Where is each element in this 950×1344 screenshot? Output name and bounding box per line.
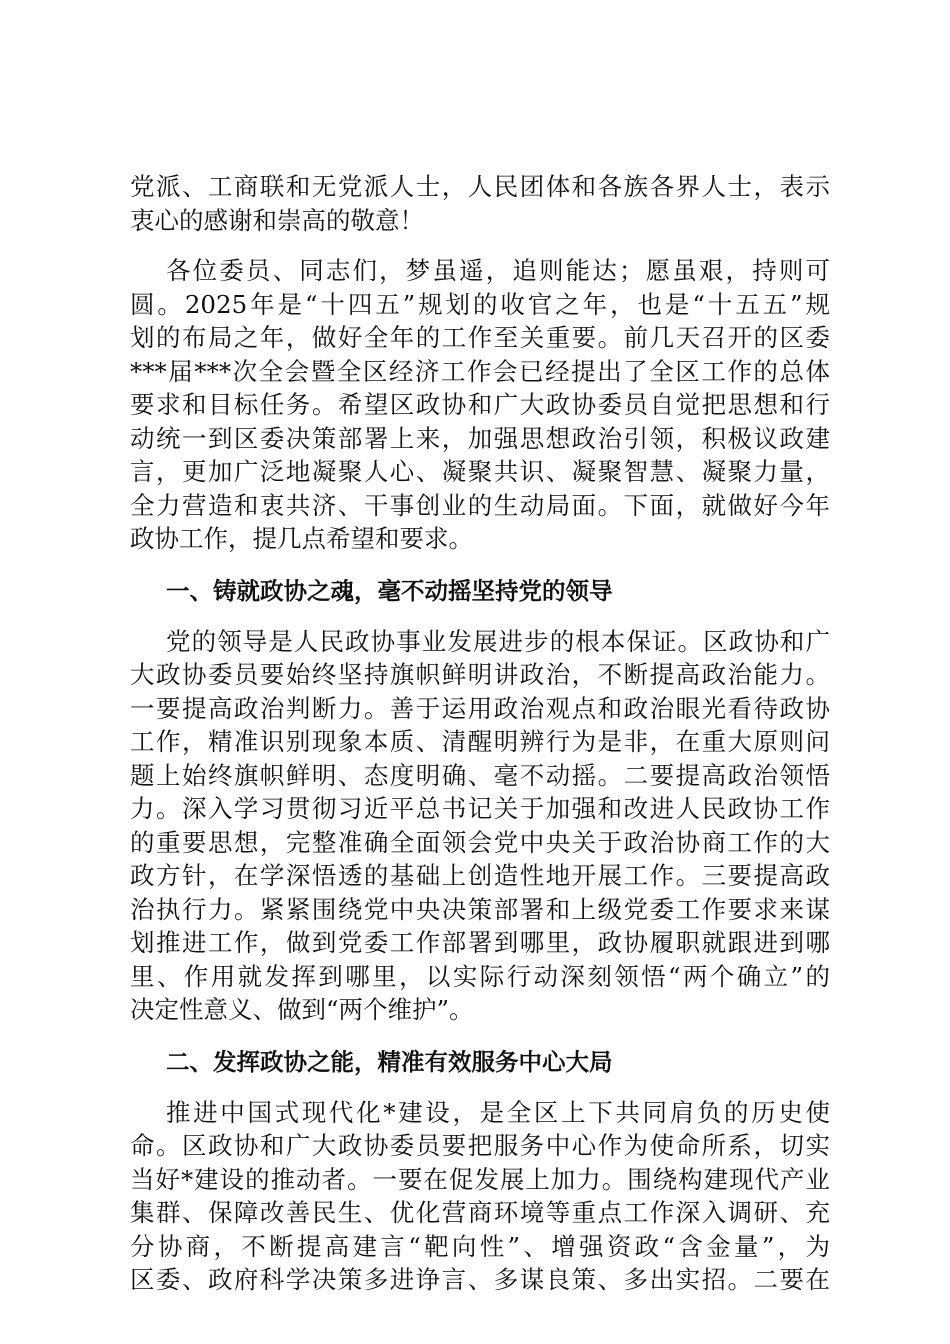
text-line: 的重要思想，完整准确全面领会党中央关于政治协商工作的大 [130, 828, 830, 857]
text-line: 工作，精准识别现象本质、清醒明辨行为是非，在重大原则问 [130, 727, 830, 756]
section-heading: 二、发挥政协之能，精准有效服务中心大局 [166, 1048, 613, 1076]
text-line: 各位委员、同志们，梦虽遥，追则能达；愿虽艰，持则可 [166, 256, 830, 285]
text-line: 命。区政协和广大政协委员要把服务中心作为使命所系，切实 [130, 1131, 830, 1160]
text-line: 圆。2025年是“十四五”规划的收官之年，也是“十五五”规 [130, 290, 830, 319]
text-line: 区委、政府科学决策多进诤言、多谋良策、多出实招。二要在 [130, 1265, 830, 1294]
text-line: 一要提高政治判断力。善于运用政治观点和政治眼光看待政协 [130, 694, 830, 723]
text-line: 集群、保障改善民生、优化营商环境等重点工作深入调研、充 [130, 1198, 830, 1227]
text-line: 决定性意义、做到“两个维护”。 [130, 995, 474, 1024]
text-line: 要求和目标任务。希望区政协和广大政协委员自觉把思想和行 [130, 390, 830, 419]
text-line: 党的领导是人民政协事业发展进步的根本保证。区政协和广 [166, 627, 830, 656]
text-line: 划的布局之年，做好全年的工作至关重要。前几天召开的区委 [130, 323, 830, 352]
text-line: 划推进工作，做到党委工作部署到哪里，政协履职就跟进到哪 [130, 928, 830, 957]
text-line: 政协工作，提几点希望和要求。 [130, 524, 473, 553]
text-line: 里、作用就发挥到哪里，以实际行动深刻领悟“两个确立”的 [130, 962, 830, 991]
text-line: 分协商，不断提高建言“靶向性”、增强资政“含金量”，为 [130, 1232, 830, 1261]
text-line: 全力营造和衷共济、干事创业的生动局面。下面，就做好今年 [130, 491, 830, 520]
text-line: 力。深入学习贯彻习近平总书记关于加强和改进人民政协工作 [130, 794, 830, 823]
section-heading: 一、铸就政协之魂，毫不动摇坚持党的领导 [166, 577, 613, 605]
text-line: 言，更加广泛地凝聚人心、凝聚共识、凝聚智慧、凝聚力量， [130, 457, 830, 486]
text-line: 动统一到区委决策部署上来，加强思想政治引领，积极议政建 [130, 424, 830, 453]
text-line: ***届***次全会暨全区经济工作会已经提出了全区工作的总体 [130, 357, 830, 386]
text-line: 治执行力。紧紧围绕党中央决策部署和上级党委工作要求来谋 [130, 895, 830, 924]
text-line: 衷心的感谢和崇高的敬意！ [130, 206, 424, 235]
text-line: 推进中国式现代化*建设，是全区上下共同肩负的历史使 [166, 1098, 830, 1127]
text-line: 题上始终旗帜鲜明、态度明确、毫不动摇。二要提高政治领悟 [130, 761, 830, 790]
text-line: 党派、工商联和无党派人士，人民团体和各族各界人士，表示 [130, 172, 830, 201]
text-line: 当好*建设的推动者。一要在促发展上加力。围绕构建现代产业 [130, 1165, 830, 1194]
text-line: 政方针，在学深悟透的基础上创造性地开展工作。三要提高政 [130, 861, 830, 890]
text-line: 大政协委员要始终坚持旗帜鲜明讲政治，不断提高政治能力。 [130, 660, 830, 689]
